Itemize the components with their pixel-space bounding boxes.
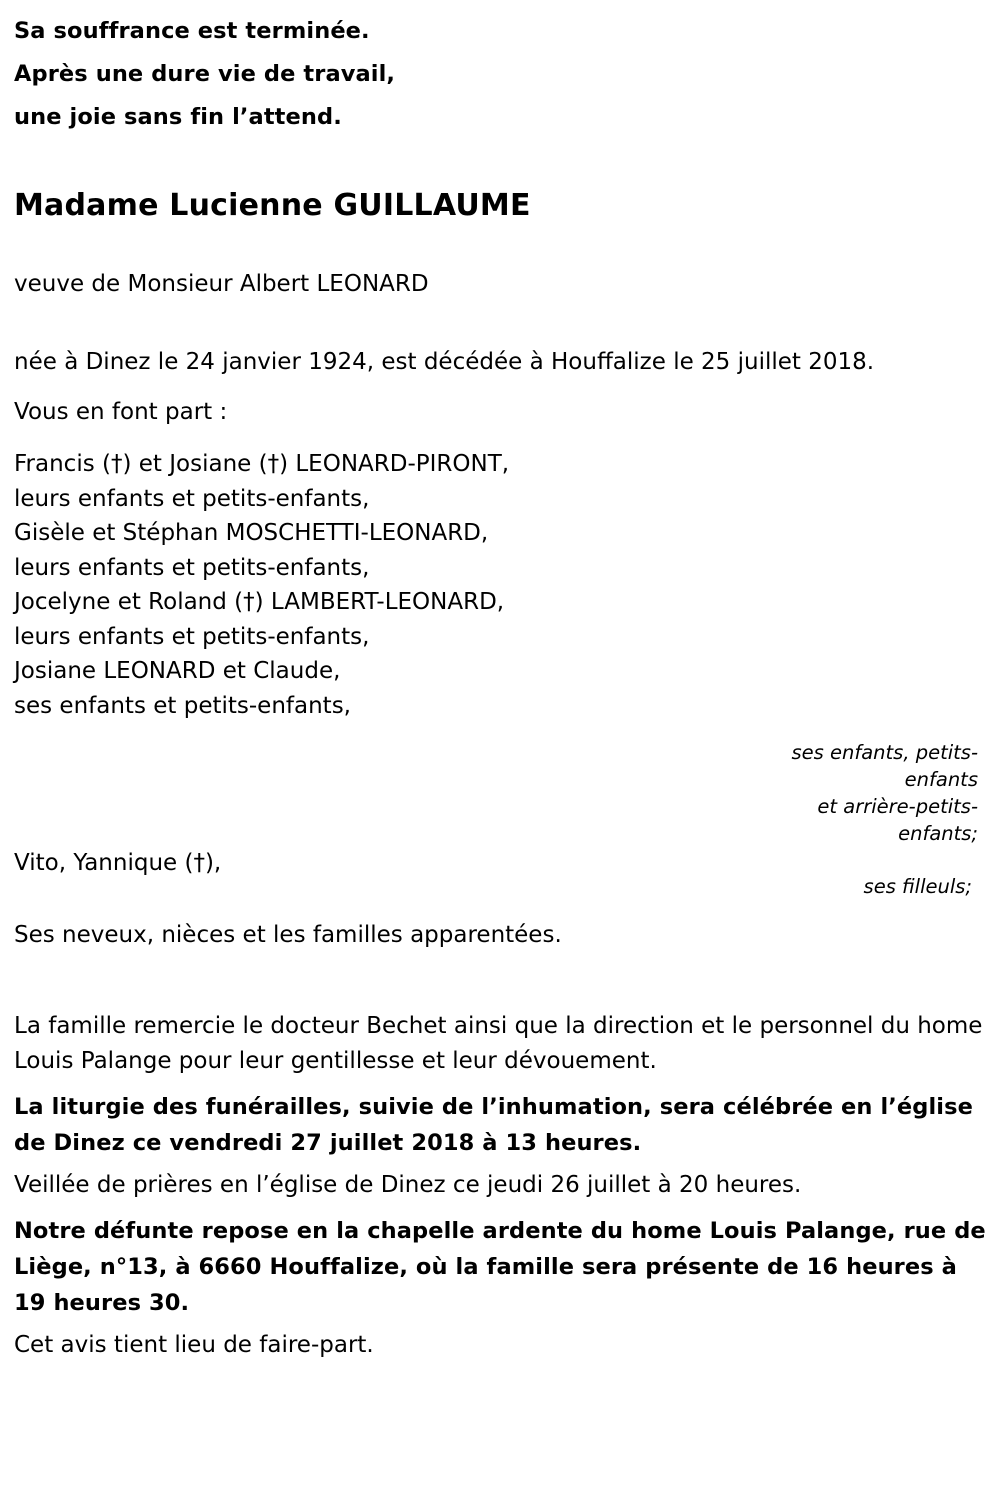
vigil-paragraph: Veillée de prières en l’église de Dinez ce jeudi 26 juillet à 20 heures.	[14, 1172, 802, 1198]
deceased-name: Madame Lucienne GUILLAUME	[14, 188, 531, 223]
closing-line: Cet avis tient lieu de faire-part.	[14, 1332, 374, 1358]
announced-by-label: Vous en font part :	[14, 399, 228, 425]
nephews-line: Ses neveux, nièces et les familles apparentées.	[14, 922, 562, 948]
list-item: leurs enfants et petits-enfants,	[14, 623, 370, 650]
thanks-paragraph: La famille remercie le docteur Bechet ainsi que la direction et le personnel du home Louis Palange pour leur gentillesse et leur dévouement.	[14, 1013, 983, 1074]
side-note-descendants-part-2: enfants	[904, 768, 978, 791]
list-item: leurs enfants et petits-enfants,	[14, 485, 370, 512]
list-item: Jocelyne et Roland (†) LAMBERT-LEONARD,	[14, 589, 505, 615]
family-list	[14, 447, 986, 723]
side-note-descendants-part-3: et arrière-petits-	[817, 795, 978, 818]
epitaph-line-3: une joie sans fin l’attend.	[14, 104, 342, 130]
chapel-paragraph: Notre défunte repose en la chapelle ardente du home Louis Palange, rue de Liège, n°13, à 6660 Houffalize, où la famille sera présente de 16 heures à 19 heures 30.	[14, 1218, 986, 1316]
liturgy-paragraph: La liturgie des funérailles, suivie de l’inhumation, sera célébrée en l’église de Dinez ce vendredi 27 juillet 2018 à 13 heures.	[14, 1094, 973, 1156]
list-item: Gisèle et Stéphan MOSCHETTI-LEONARD,	[14, 520, 489, 546]
side-note-descendants	[558, 739, 986, 847]
list-item: Francis (†) et Josiane (†) LEONARD-PIRONT,	[14, 451, 510, 477]
list-item: leurs enfants et petits-enfants,	[14, 554, 370, 581]
epitaph-line-2: Après une dure vie de travail,	[14, 61, 396, 87]
epitaph-line-1: Sa souffrance est terminée.	[14, 18, 370, 44]
list-item: ses enfants et petits-enfants,	[14, 692, 351, 719]
list-item: Josiane LEONARD et Claude,	[14, 658, 341, 684]
epitaph-block	[14, 10, 986, 139]
side-note-godchildren: ses filleuls;	[863, 875, 972, 898]
side-note-descendants-part-4: enfants;	[898, 822, 978, 845]
side-note-descendants-part-1: ses enfants, petits-	[791, 741, 978, 764]
godchildren-line: Vito, Yannique (†),	[14, 850, 222, 876]
widow-of-line: veuve de Monsieur Albert LEONARD	[14, 271, 429, 297]
birth-death-line: née à Dinez le 24 janvier 1924, est décédée à Houffalize le 25 juillet 2018.	[14, 349, 875, 375]
